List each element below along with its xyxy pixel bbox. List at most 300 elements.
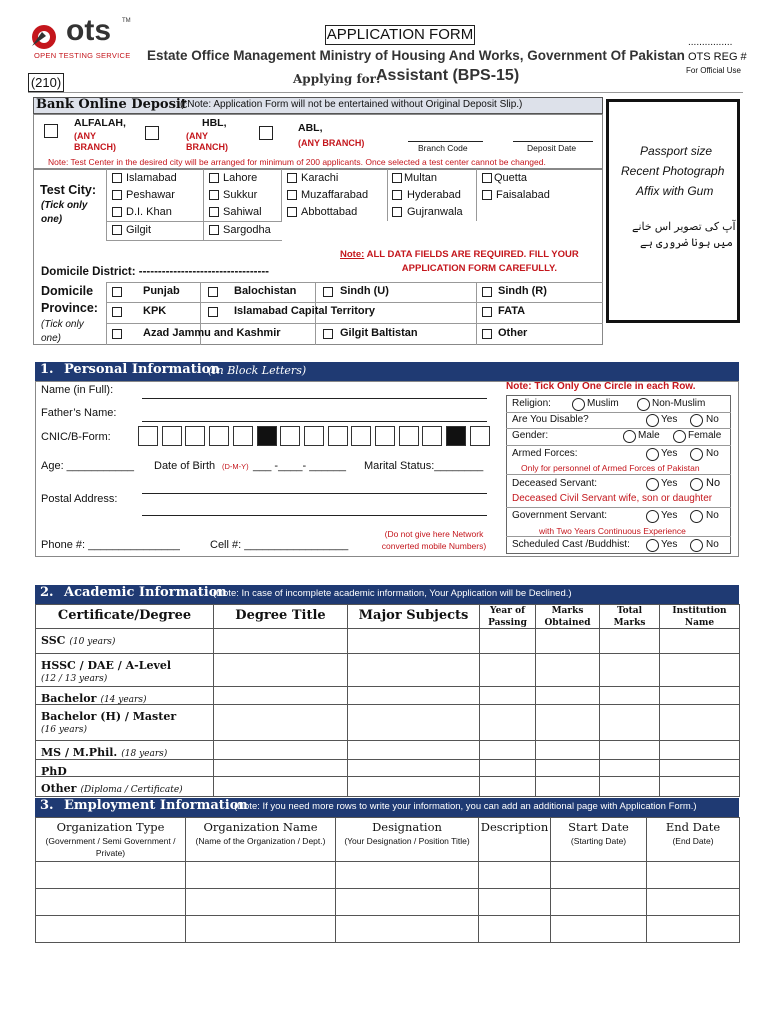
academic-row-name: PhD <box>41 765 67 778</box>
father-field[interactable] <box>142 421 487 422</box>
academic-input-cell[interactable] <box>347 686 480 705</box>
disable-radio-no[interactable] <box>690 414 703 427</box>
academic-input-cell[interactable] <box>659 628 740 654</box>
postal-field-1[interactable] <box>142 493 487 494</box>
required-note-lead: Note: <box>340 249 365 260</box>
city-sahiwal: Sahiwal <box>223 206 262 218</box>
cnic-digit-box[interactable] <box>328 426 348 446</box>
disable-radio-yes[interactable] <box>646 414 659 427</box>
required-note-line-2: APPLICATION FORM CAREFULLY. <box>401 263 557 274</box>
domicile-district: Domicile District: ---------------------------------- <box>41 266 269 278</box>
academic-input-cell[interactable] <box>599 740 660 760</box>
employment-input-cell[interactable] <box>478 861 551 889</box>
applying-label: Applying for: <box>293 72 381 86</box>
academic-input-cell[interactable] <box>479 740 536 760</box>
academic-input-cell[interactable] <box>535 628 600 654</box>
province-checkbox-balochistan[interactable] <box>208 287 218 297</box>
academic-title: Academic Information <box>64 585 227 600</box>
employment-header-cell <box>478 817 551 836</box>
academic-input-cell[interactable] <box>479 704 536 741</box>
city-checkbox-gilgit[interactable] <box>112 225 122 235</box>
disable-no: No <box>706 414 719 425</box>
network-note: (Do not give here Network converted mobile Numbers) <box>381 529 487 551</box>
cnic-digit-box[interactable] <box>399 426 419 446</box>
academic-input-cell[interactable] <box>659 686 740 705</box>
academic-row-name: SSC <box>41 634 66 647</box>
academic-input-cell[interactable] <box>479 653 536 687</box>
photo-box <box>606 99 740 323</box>
academic-input-cell[interactable] <box>599 704 660 741</box>
disable-label: Are You Disable? <box>512 414 589 425</box>
city-grid-line <box>203 169 204 240</box>
cnic-digit-box[interactable] <box>304 426 324 446</box>
academic-input-cell[interactable] <box>535 686 600 705</box>
deceased-radio-yes[interactable] <box>646 478 659 491</box>
academic-header-cell <box>213 604 348 629</box>
academic-input-cell[interactable] <box>479 776 536 797</box>
religion-radio-muslim[interactable] <box>572 398 585 411</box>
city-grid-line <box>106 221 282 222</box>
province-other: Other <box>498 327 528 339</box>
academic-row-name: HSSC / DAE / A-Level <box>41 659 172 672</box>
employment-header-cell <box>478 835 551 862</box>
religion-non-muslim: Non-Muslim <box>652 398 706 409</box>
dob-field[interactable]: ___ -____- ______ <box>253 460 346 472</box>
city-gilgit: Gilgit <box>126 224 152 236</box>
academic-header-6: Institution Name <box>672 606 727 628</box>
employment-note: (Note: If you need more rows to write your information, you can add an additional page with Application Form.) <box>234 801 697 812</box>
city-checkbox-faisalabad[interactable] <box>482 190 492 200</box>
academic-row-name: Bachelor <box>41 692 97 705</box>
academic-input-cell[interactable] <box>659 759 740 777</box>
domicile-row-line <box>106 323 603 324</box>
city-grid-line <box>476 169 477 221</box>
deceased-yes: Yes <box>661 478 678 489</box>
academic-row-sub: (14 years) <box>100 695 147 705</box>
govt-no: No <box>706 510 719 521</box>
city-di-khan: D.I. Khan <box>126 206 172 218</box>
academic-header-cell <box>347 604 480 629</box>
academic-input-cell[interactable] <box>479 759 536 777</box>
personal-subtitle: (In Block Letters) <box>208 364 307 377</box>
test-city-label: Test City: <box>40 183 97 197</box>
sched-radio-yes[interactable] <box>646 539 659 552</box>
logo-text: ots <box>66 14 111 47</box>
logo-subtitle: OPEN TESTING SERVICE <box>34 51 131 60</box>
academic-input-cell[interactable] <box>599 653 660 687</box>
academic-input-cell[interactable] <box>347 740 480 760</box>
employment-input-cell[interactable] <box>550 915 647 943</box>
province-checkbox-other[interactable] <box>482 329 492 339</box>
academic-row-sub: (16 years) <box>41 725 88 735</box>
city-checkbox-peshawar[interactable] <box>112 190 122 200</box>
employment-header-1: Organization Name <box>203 820 318 834</box>
city-grid-line <box>281 169 282 221</box>
gender-label: Gender: <box>512 430 549 441</box>
academic-header-cell <box>599 604 660 629</box>
employment-input-cell[interactable] <box>478 915 551 943</box>
city-checkbox-quetta[interactable] <box>482 173 492 183</box>
academic-header-cell <box>35 604 214 629</box>
academic-input-cell[interactable] <box>599 686 660 705</box>
employment-header-cell <box>550 835 647 862</box>
sched-radio-no[interactable] <box>690 539 703 552</box>
cnic-digit-box[interactable] <box>162 426 182 446</box>
option-row-line <box>506 536 731 537</box>
deceased-note: Deceased Civil Servant wife, son or daughter <box>512 493 713 504</box>
city-checkbox-muzaffarabad[interactable] <box>287 190 297 200</box>
employment-input-cell[interactable] <box>185 861 336 889</box>
employment-input-cell[interactable] <box>185 888 336 916</box>
city-grid-line <box>106 240 282 241</box>
bank-name-abl: ABL, <box>298 122 323 134</box>
city-checkbox-sukkur[interactable] <box>209 190 219 200</box>
province-sindh-r: Sindh (R) <box>498 285 547 297</box>
academic-row-sub: (12 / 13 years) <box>41 674 108 684</box>
armed-note: Only for personnel of Armed Forces of Pakistan <box>521 463 700 473</box>
employment-header-cell <box>35 835 186 862</box>
city-sargodha: Sargodha <box>223 224 271 236</box>
employment-header-0: Organization Type <box>56 820 165 834</box>
dob-label: Date of Birth <box>154 460 216 472</box>
city-checkbox-gujranwala[interactable] <box>392 207 402 217</box>
city-checkbox-karachi[interactable] <box>287 173 297 183</box>
province-checkbox-sindh-r[interactable] <box>482 287 492 297</box>
armed-no: No <box>706 448 719 459</box>
bank-sub-abl: (ANY BRANCH) <box>298 138 365 148</box>
academic-input-cell[interactable] <box>213 686 348 705</box>
city-checkbox-multan[interactable] <box>392 173 402 183</box>
ots-logo <box>28 14 138 62</box>
province-checkbox-gb[interactable] <box>323 329 333 339</box>
city-checkbox-sahiwal[interactable] <box>209 207 219 217</box>
academic-input-cell[interactable] <box>535 740 600 760</box>
city-hyderabad: Hyderabad <box>407 189 461 201</box>
employment-subheader-5: (End Date) <box>672 836 714 846</box>
academic-input-cell[interactable] <box>535 776 600 797</box>
post-code-box <box>28 73 64 92</box>
employment-input-cell[interactable] <box>550 888 647 916</box>
academic-input-cell[interactable] <box>659 776 740 797</box>
academic-row-label-cell <box>35 628 214 654</box>
option-row-line <box>506 412 731 413</box>
religion-radio-non-muslim[interactable] <box>637 398 650 411</box>
personal-title: Personal Information <box>64 362 220 377</box>
employment-table <box>35 817 739 942</box>
academic-input-cell[interactable] <box>213 628 348 654</box>
domicile-hint: (Tick only one) <box>41 319 84 344</box>
cell-field[interactable]: Cell #: _________________ <box>210 539 349 551</box>
city-sukkur: Sukkur <box>223 189 258 201</box>
city-gujranwala: Gujranwala <box>407 206 463 218</box>
employment-header-cell <box>185 835 336 862</box>
academic-input-cell[interactable] <box>347 653 480 687</box>
bank-name-alfalah: ALFALAH, <box>74 117 126 129</box>
photo-urdu-1: آپ کی تصویر اس خانے <box>632 221 736 233</box>
academic-row-sub: (10 years) <box>69 637 116 647</box>
academic-row-label-cell <box>35 704 214 741</box>
city-lahore: Lahore <box>223 172 258 184</box>
city-checkbox-di-khan[interactable] <box>112 207 122 217</box>
cnic-digit-box[interactable] <box>375 426 395 446</box>
academic-input-cell[interactable] <box>599 759 660 777</box>
province-ict: Islamabad Capital Territory <box>234 305 376 317</box>
photo-line-1: Passport size <box>640 144 713 158</box>
academic-table <box>35 604 739 796</box>
academic-input-cell[interactable] <box>347 759 480 777</box>
govt-radio-no[interactable] <box>690 510 703 523</box>
academic-input-cell[interactable] <box>213 776 348 797</box>
armed-radio-no[interactable] <box>690 448 703 461</box>
academic-input-cell[interactable] <box>347 704 480 741</box>
gender-radio-female[interactable] <box>673 430 686 443</box>
employment-header-cell <box>335 817 479 836</box>
employment-header-2: Designation <box>372 820 442 834</box>
city-quetta: Quetta <box>494 172 528 184</box>
city-checkbox-islamabad[interactable] <box>112 173 122 183</box>
academic-row-label-cell <box>35 686 214 705</box>
employment-input-cell[interactable] <box>550 861 647 889</box>
govt-radio-yes[interactable] <box>646 510 659 523</box>
photo-line-2: Recent Photograph <box>621 164 725 178</box>
marital-field[interactable]: Marital Status:________ <box>364 460 484 472</box>
employment-input-cell[interactable] <box>335 888 479 916</box>
applying-post: Assistant (BPS-15) <box>376 67 520 84</box>
option-row-line <box>506 507 731 508</box>
cnic-label: CNIC/B-Form: <box>41 431 111 443</box>
cnic-boxes[interactable] <box>138 426 494 448</box>
province-checkbox-ict[interactable] <box>208 307 218 317</box>
religion-label: Religion: <box>512 398 551 409</box>
deposit-date-label: Deposit Date <box>527 143 577 153</box>
employment-subheader-4: (Starting Date) <box>570 836 627 846</box>
city-islamabad: Islamabad <box>126 172 177 184</box>
organization-name: Estate Office Management Ministry of Housing And Works, Government Of Pakistan <box>147 48 685 63</box>
domicile-col-line <box>106 282 107 345</box>
domicile-col-line <box>476 282 477 345</box>
employment-input-cell[interactable] <box>335 915 479 943</box>
academic-row-sub: (Diploma / Certificate) <box>80 785 183 795</box>
cnic-digit-box[interactable] <box>422 426 442 446</box>
cnic-digit-box[interactable] <box>233 426 253 446</box>
option-row-line <box>506 428 731 429</box>
employment-header-5: End Date <box>665 820 721 834</box>
employment-input-cell[interactable] <box>646 888 740 916</box>
option-row-line <box>506 445 731 446</box>
province-ajk: Azad Jammu and Kashmir <box>143 327 281 339</box>
academic-input-cell[interactable] <box>213 653 348 687</box>
disable-yes: Yes <box>661 414 678 425</box>
employment-subheader-1: (Name of the Organization / Dept.) <box>195 836 326 846</box>
city-grid-line <box>387 169 388 221</box>
domicile-province-label-2: Province: <box>41 301 98 315</box>
employment-input-cell[interactable] <box>35 888 186 916</box>
academic-input-cell[interactable] <box>213 740 348 760</box>
city-checkbox-sargodha[interactable] <box>209 225 219 235</box>
city-karachi: Karachi <box>301 172 339 184</box>
sched-yes: Yes <box>661 539 678 550</box>
province-checkbox-ajk[interactable] <box>112 329 122 339</box>
academic-header-2: Major Subjects <box>358 608 469 623</box>
armed-radio-yes[interactable] <box>646 448 659 461</box>
province-gb: Gilgit Baltistan <box>340 327 418 339</box>
province-checkbox-kpk[interactable] <box>112 307 122 317</box>
ots-reg-label: OTS REG # <box>688 51 747 63</box>
academic-header-4: Marks Obtained <box>544 606 591 628</box>
branch-code-label: Branch Code <box>418 143 468 153</box>
circle-note: Note: Tick Only One Circle in each Row. <box>506 381 696 392</box>
required-note-line-1: ALL DATA FIELDS ARE REQUIRED. FILL YOUR <box>366 249 579 260</box>
province-checkbox-fata[interactable] <box>482 307 492 317</box>
deceased-no: No <box>706 477 721 489</box>
cnic-digit-box[interactable] <box>138 426 158 446</box>
govt-yes: Yes <box>661 510 678 521</box>
employment-input-cell[interactable] <box>646 915 740 943</box>
post-code: (210) <box>30 75 62 90</box>
employment-subheader-2: (Your Designation / Position Title) <box>344 836 470 846</box>
city-grid-line <box>106 169 107 240</box>
option-row-line <box>506 474 731 475</box>
form-title: APPLICATION FORM <box>326 26 474 43</box>
academic-row-sub: (18 years) <box>121 749 168 759</box>
employment-num: 3. <box>40 798 54 813</box>
phone-field[interactable]: Phone #: _______________ <box>41 539 180 551</box>
academic-header-cell <box>479 604 536 629</box>
employment-header-cell <box>35 817 186 836</box>
bank-title: Bank Online Deposit <box>36 97 187 112</box>
employment-input-cell[interactable] <box>185 915 336 943</box>
employment-header-4: Start Date <box>568 820 629 834</box>
religion-muslim: Muslim <box>587 398 619 409</box>
academic-header-1: Degree Title <box>235 608 326 623</box>
test-city-hint: (Tick only one) <box>41 200 88 225</box>
father-label: Father’s Name: <box>41 407 117 419</box>
academic-header-3: Year of Passing <box>488 606 527 628</box>
academic-input-cell[interactable] <box>599 628 660 654</box>
employment-input-cell[interactable] <box>478 888 551 916</box>
academic-input-cell[interactable] <box>347 776 480 797</box>
city-peshawar: Peshawar <box>126 189 175 201</box>
employment-input-cell[interactable] <box>646 861 740 889</box>
academic-input-cell[interactable] <box>659 740 740 760</box>
academic-row-label-cell <box>35 653 214 687</box>
logo-mark-icon <box>28 22 62 52</box>
academic-input-cell[interactable] <box>599 776 660 797</box>
bank-sub-alfalah: (ANY BRANCH) <box>74 131 116 152</box>
academic-header-cell <box>535 604 600 629</box>
cnic-digit-box[interactable] <box>351 426 371 446</box>
academic-row-label-cell <box>35 759 214 777</box>
armed-yes: Yes <box>661 448 678 459</box>
academic-row-label-cell <box>35 776 214 797</box>
header-rule <box>28 92 743 93</box>
age-field[interactable]: Age: ___________ <box>41 460 134 472</box>
cnic-digit-box[interactable] <box>209 426 229 446</box>
academic-input-cell[interactable] <box>659 704 740 741</box>
province-punjab: Punjab <box>143 285 180 297</box>
province-balochistan: Balochistan <box>234 285 297 297</box>
deceased-radio-no[interactable] <box>690 478 703 491</box>
cnic-digit-box[interactable] <box>470 426 490 446</box>
employment-input-cell[interactable] <box>35 861 186 889</box>
academic-input-cell[interactable] <box>347 628 480 654</box>
academic-input-cell[interactable] <box>535 704 600 741</box>
academic-input-cell[interactable] <box>535 653 600 687</box>
city-checkbox-lahore[interactable] <box>209 173 219 183</box>
academic-input-cell[interactable] <box>659 653 740 687</box>
form-title-box <box>325 25 475 45</box>
test-center-note: Note: Test Center in the desired city will be arranged for minimum of 200 applicants. Once selected a test center cannot be changed. <box>48 157 546 167</box>
employment-header-cell <box>646 835 740 862</box>
armed-label: Armed Forces: <box>512 448 578 459</box>
dob-format: (D-M-Y) <box>222 462 249 471</box>
city-abbottabad: Abbottabad <box>301 206 358 218</box>
domicile-row-line <box>106 282 603 283</box>
gender-female: Female <box>688 430 722 441</box>
province-checkbox-sindh-u[interactable] <box>323 287 333 297</box>
province-checkbox-punjab[interactable] <box>112 287 122 297</box>
domicile-row-line <box>106 302 603 303</box>
employment-subheader-0: (Government / Semi Government / Private) <box>45 836 176 858</box>
academic-num: 2. <box>40 585 54 600</box>
employment-input-cell[interactable] <box>335 861 479 889</box>
gender-radio-male[interactable] <box>623 430 636 443</box>
govt-label: Government Servant: <box>512 510 608 521</box>
postal-field-2[interactable] <box>142 515 487 516</box>
city-checkbox-hyderabad[interactable] <box>392 190 402 200</box>
employment-header-cell <box>185 817 336 836</box>
employment-header-cell <box>550 817 647 836</box>
academic-header-cell <box>659 604 740 629</box>
cnic-digit-box[interactable] <box>280 426 300 446</box>
academic-header-5: Total Marks <box>613 606 646 628</box>
academic-input-cell[interactable] <box>479 628 536 654</box>
cnic-digit-box[interactable] <box>185 426 205 446</box>
academic-input-cell[interactable] <box>479 686 536 705</box>
employment-header-cell <box>646 817 740 836</box>
deceased-label: Deceased Servant: <box>512 478 598 489</box>
academic-header-0: Certificate/Degree <box>57 608 192 623</box>
sched-no: No <box>706 539 719 550</box>
photo-line-3: Affix with Gum <box>636 184 714 198</box>
city-faisalabad: Faisalabad <box>496 189 550 201</box>
city-muzaffarabad: Muzaffarabad <box>301 189 369 201</box>
bank-sub-hbl: (ANY BRANCH) <box>186 131 228 152</box>
logo-tm: TM <box>122 18 131 24</box>
academic-input-cell[interactable] <box>213 704 348 741</box>
academic-input-cell[interactable] <box>213 759 348 777</box>
cnic-digit-box[interactable] <box>257 426 277 446</box>
employment-input-cell[interactable] <box>35 915 186 943</box>
gender-male: Male <box>638 430 660 441</box>
city-checkbox-abbottabad[interactable] <box>287 207 297 217</box>
postal-label: Postal Address: <box>41 493 118 505</box>
academic-row-label-cell <box>35 740 214 760</box>
academic-input-cell[interactable] <box>535 759 600 777</box>
cnic-digit-box[interactable] <box>446 426 466 446</box>
required-note <box>340 248 579 276</box>
academic-row-name: Other <box>41 782 77 795</box>
academic-row-name: Bachelor (H) / Master <box>41 710 177 723</box>
province-kpk: KPK <box>143 305 167 317</box>
name-field[interactable] <box>142 398 487 399</box>
province-sindh-u: Sindh (U) <box>340 285 389 297</box>
academic-row-name: MS / M.Phil. <box>41 746 118 759</box>
reg-dots: ................ <box>688 37 733 48</box>
employment-header-3: Description <box>480 820 549 834</box>
academic-note: (Note: In case of incomplete academic information, Your Application will be Declined.) <box>213 588 572 599</box>
name-label: Name (in Full): <box>41 384 114 396</box>
